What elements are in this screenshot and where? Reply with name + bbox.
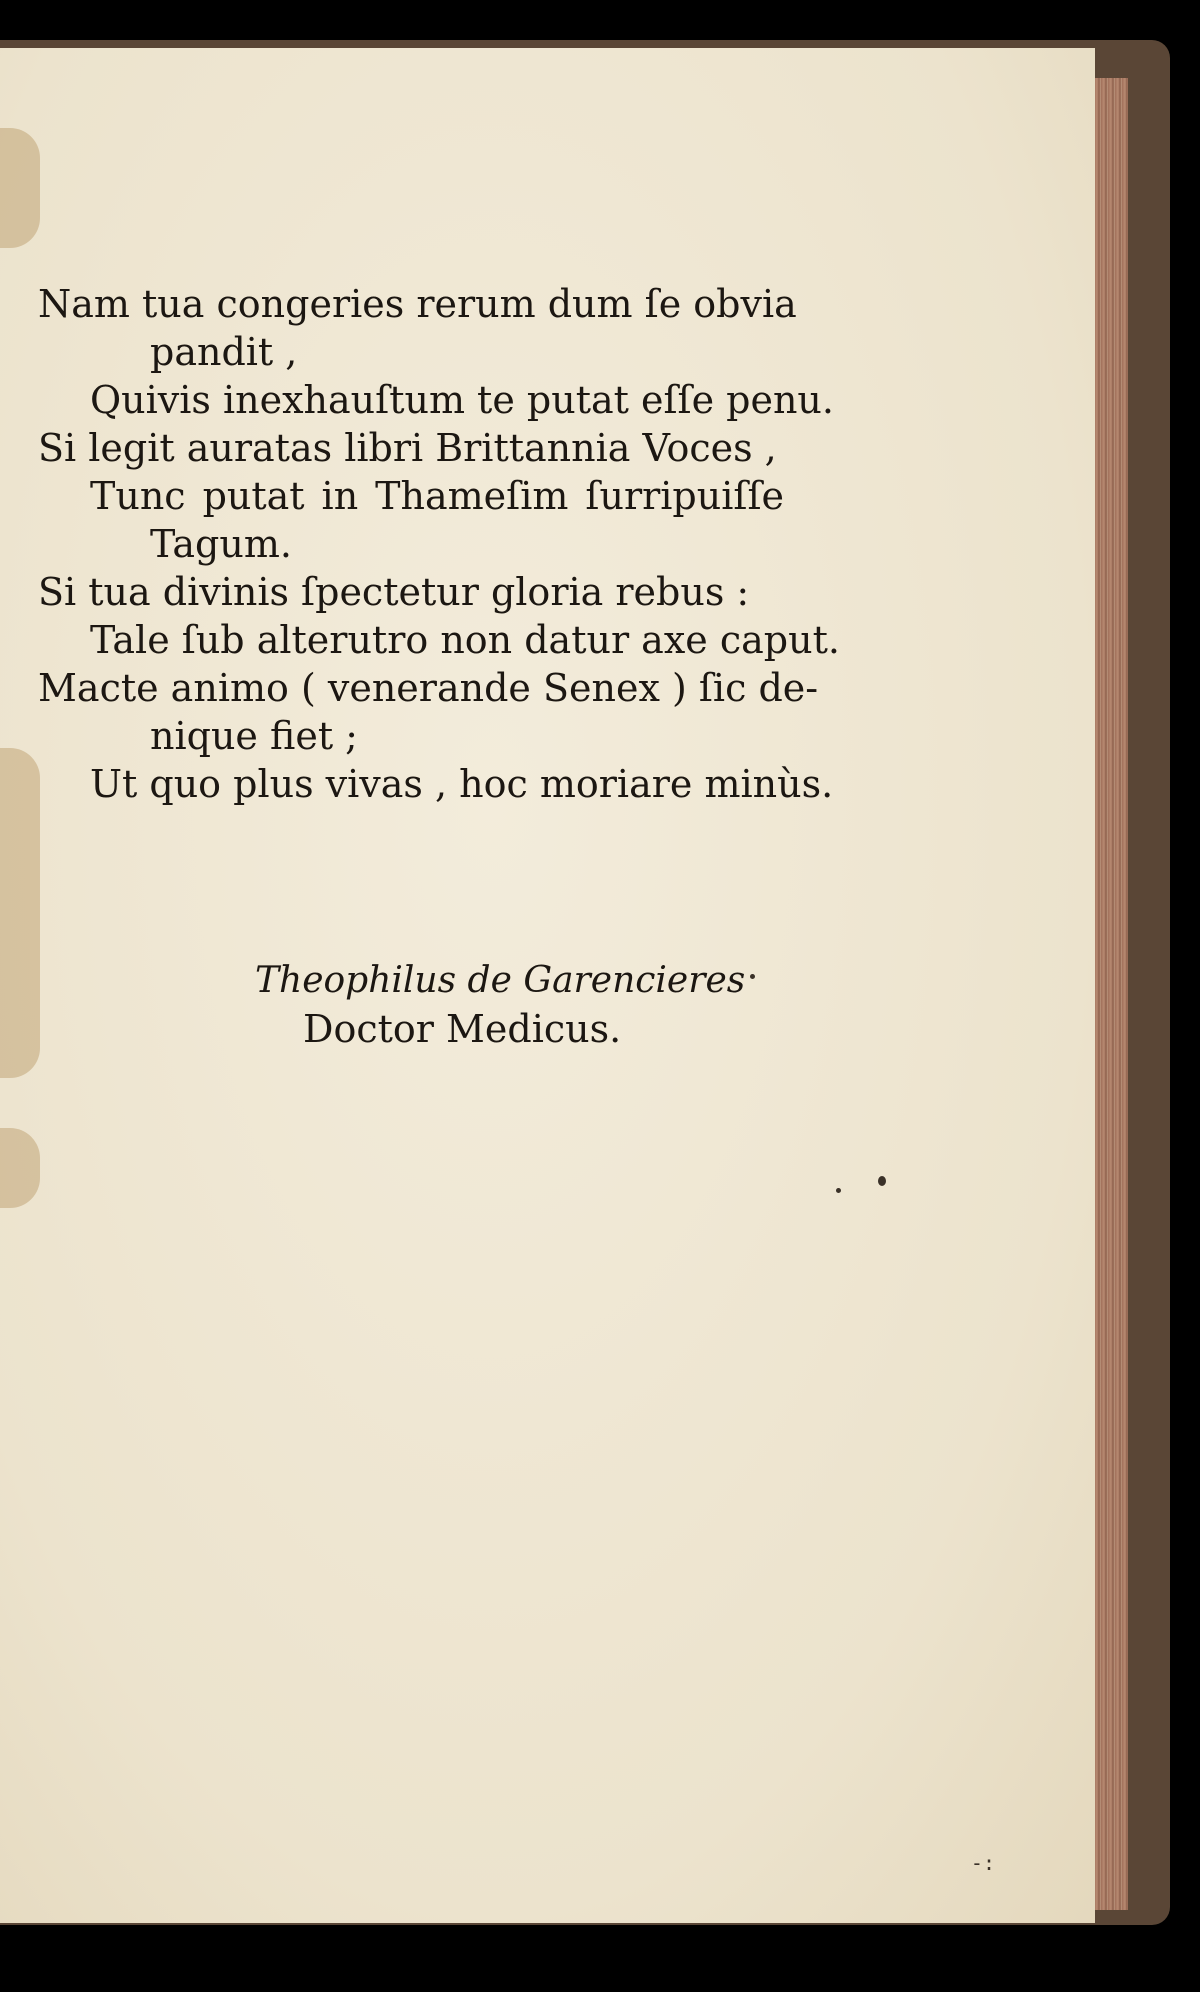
stain-top <box>0 128 40 248</box>
poem-line: Si tua divinis ſpectetur gloria rebus : <box>38 570 750 614</box>
ink-speck <box>836 1188 841 1193</box>
ink-speck <box>878 1176 886 1186</box>
poem-line: Macte animo ( venerande Senex ) ſic de- <box>38 666 819 710</box>
poem-line: Tunc putat in Thameſim ſurripuiſſe <box>90 474 784 518</box>
poem-line: Quivis inexhauſtum te putat eſſe penu. <box>90 378 834 422</box>
book-page <box>0 48 1095 1923</box>
margin-mark: -: <box>970 1851 995 1875</box>
signature-block <box>255 960 745 1051</box>
signature-name: Theophilus de Garencieres <box>255 960 746 1001</box>
signature-title: Doctor Medicus. <box>303 1007 622 1051</box>
poem-line: Tale ſub alterutro non datur axe caput. <box>90 618 840 662</box>
poem-line: Nam tua congeries rerum dum ſe obvia <box>38 282 797 326</box>
poem-line: pandit , <box>150 330 298 374</box>
poem-line: Tagum. <box>150 522 292 566</box>
poem-line: nique fiet ; <box>150 714 358 758</box>
stain-middle <box>0 748 40 1078</box>
poem-line: Si legit auratas libri Brittannia Voces , <box>38 426 777 470</box>
ink-speck <box>750 974 755 979</box>
poem-line: Ut quo plus vivas , hoc moriare minùs. <box>90 762 834 806</box>
stain-lower <box>0 1128 40 1208</box>
